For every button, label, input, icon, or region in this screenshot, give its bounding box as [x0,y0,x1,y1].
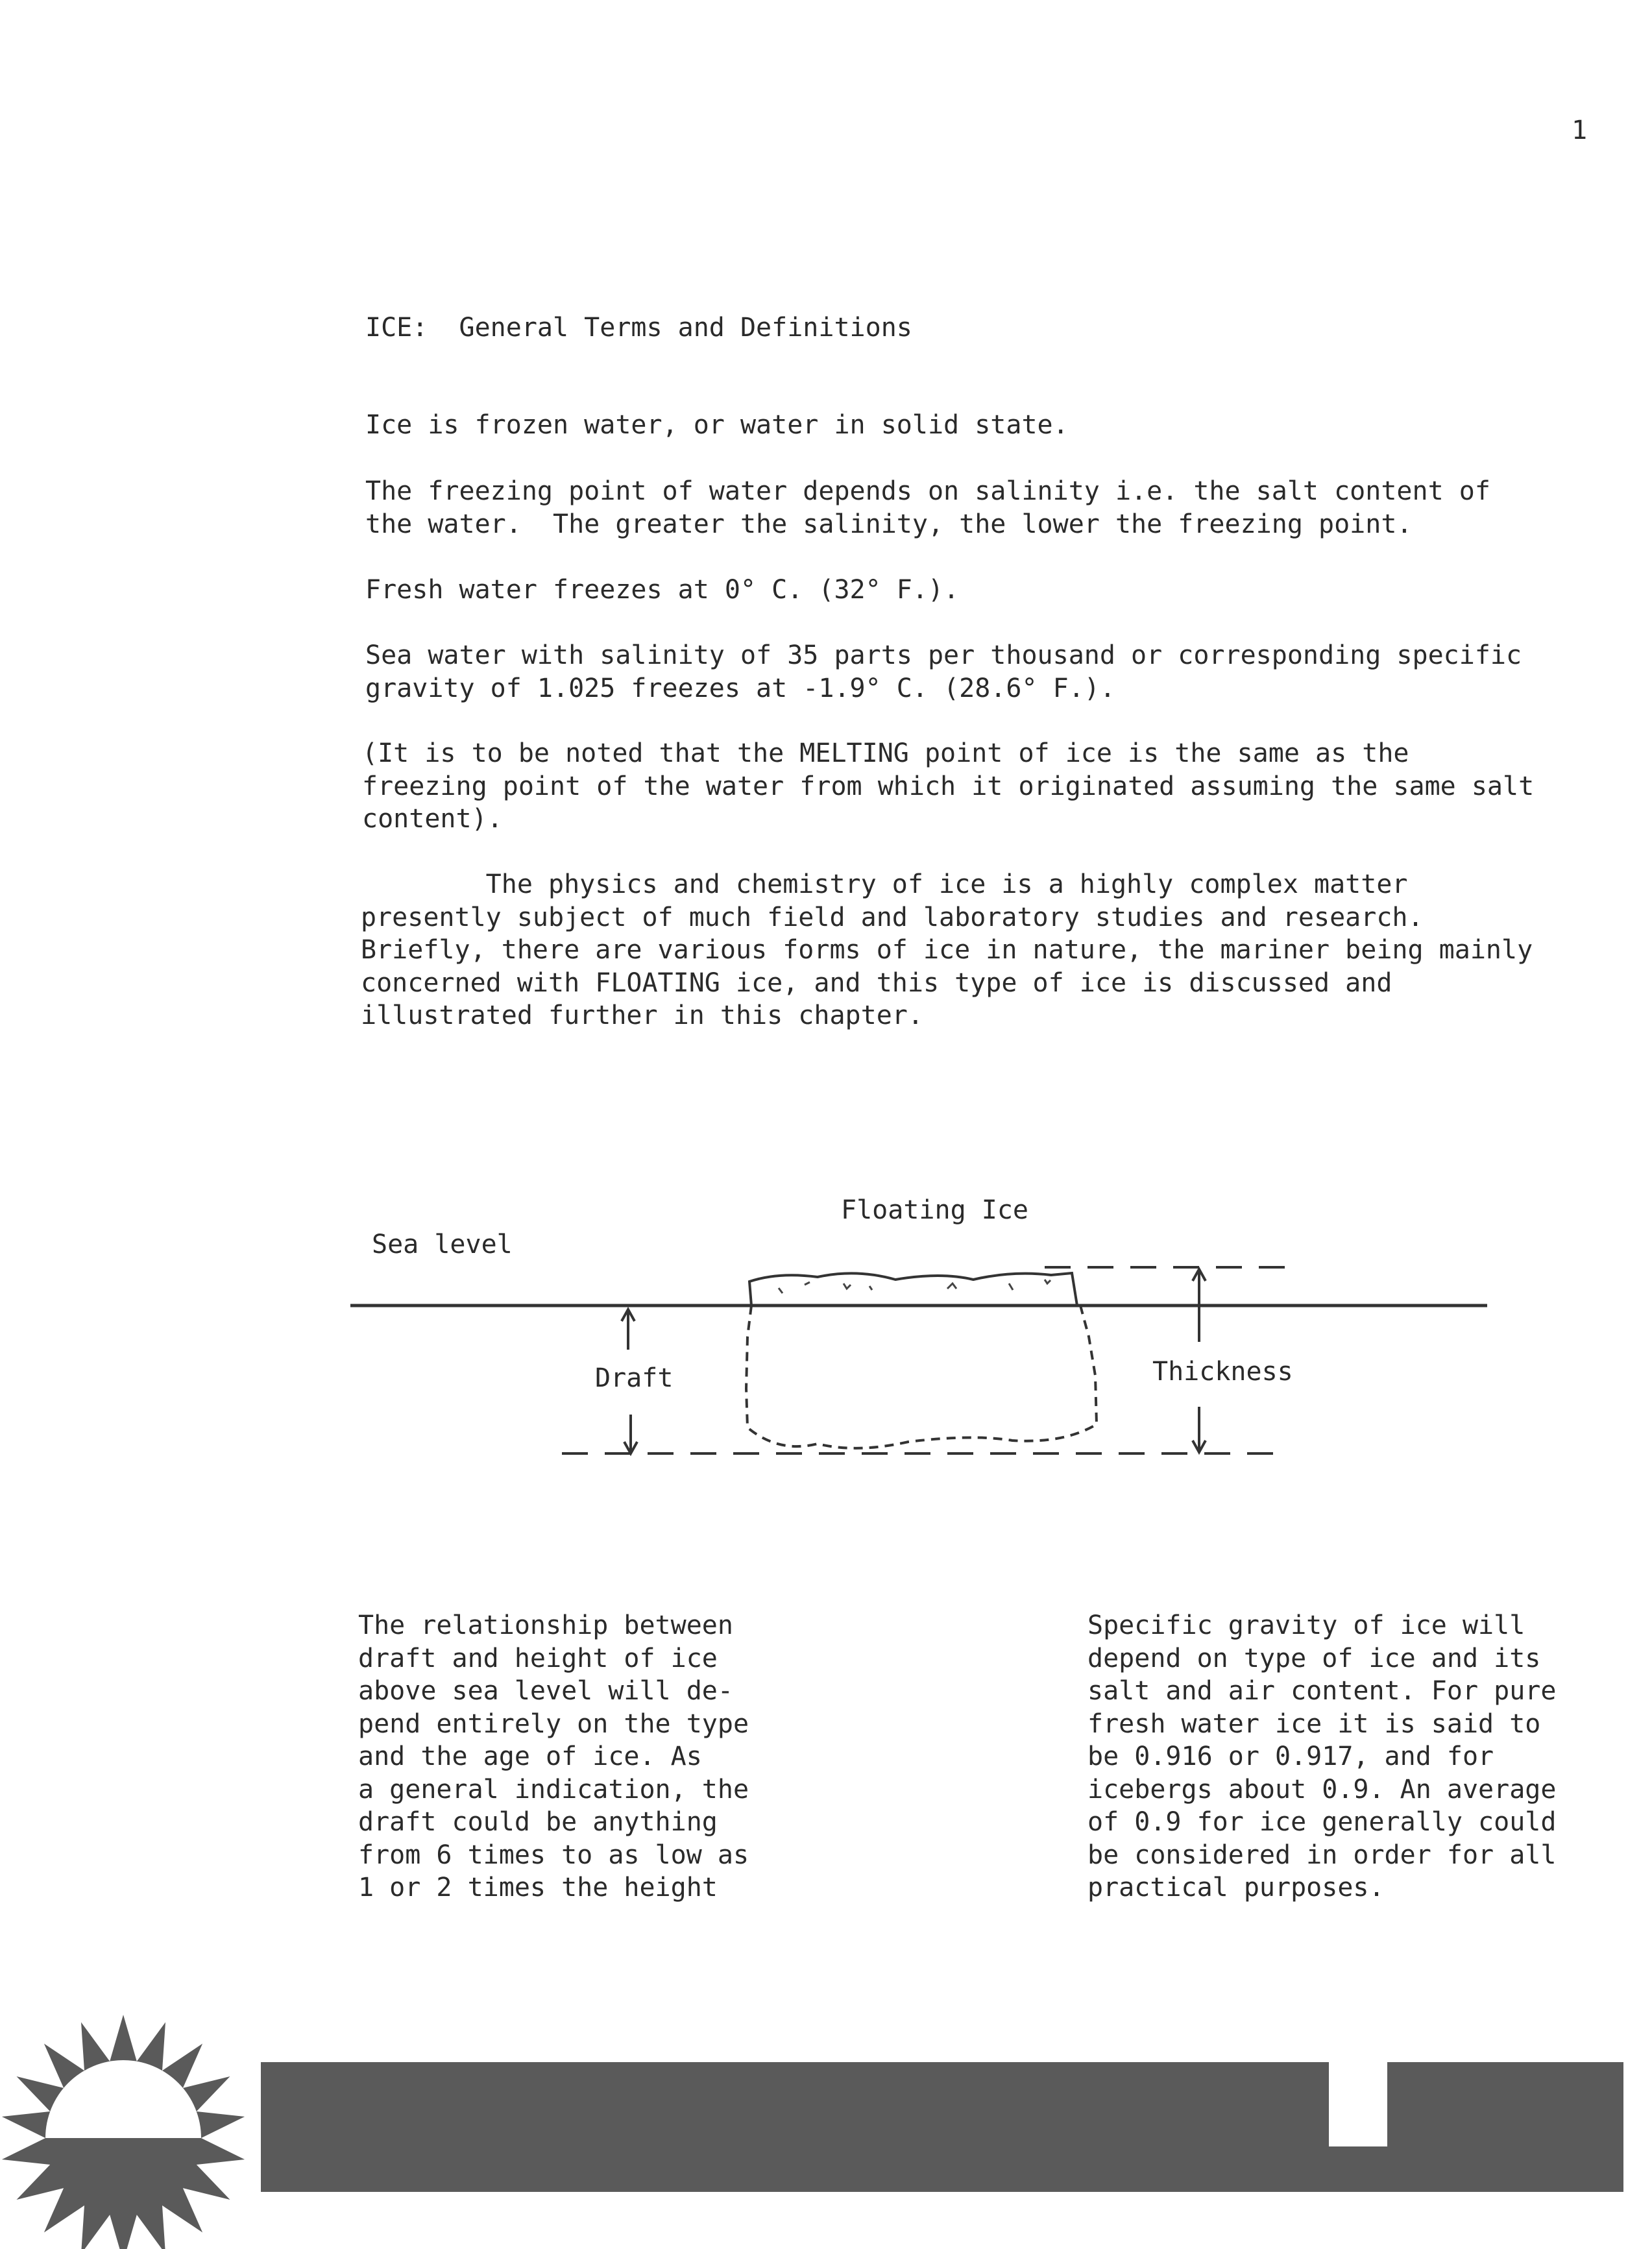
ice-block-top [749,1273,1077,1306]
paragraph-fresh-water: Fresh water freezes at 0° C. (32° F.). [365,575,960,605]
page-heading: ICE: General Terms and Definitions [365,313,912,343]
thickness-label: Thickness [1152,1357,1293,1387]
paragraph-physics: The physics and chemistry of ice is a highly complex matter presently subject of much field and laboratory studies and research. Briefly, there are various forms of ice in nature, the mariner being mainly concerned with FLOATING ice, and this type of ice is discussed and illustrated further in this chapter. [361,869,1533,1030]
paragraph-sea-water: Sea water with salinity of 35 parts per thousand or corresponding specific gravity of 1.025 freezes at -1.9° C. (28.6° F.). [365,640,1522,703]
paragraph-ice-definition: Ice is frozen water, or water in solid state. [365,410,1069,440]
footer-notch [1329,2062,1387,2146]
column-left-text: The relationship between draft and height of ice above sea level will de- pend entirely on the type and the age of ice. As a general indication, the draft could be anything from 6 times to as low as 1 or 2 times the height [358,1611,749,1903]
sea-level-label: Sea level [372,1230,513,1259]
footer-bar [261,2062,1623,2192]
figure-title: Floating Ice [841,1195,1028,1225]
page-number: 1 [1572,115,1588,145]
ice-texture-marks [779,1280,1051,1293]
draft-label: Draft [595,1363,674,1393]
paragraph-freezing-point: The freezing point of water depends on salinity i.e. the salt content of the water. The greater the salinity, the lower the freezing point. [365,476,1490,539]
paragraph-melting-note: (It is to be noted that the MELTING point of ice is the same as the freezing point of the water from which it originated assuming the same salt content). [362,738,1535,834]
ice-block-bottom [746,1306,1097,1448]
column-right-text: Specific gravity of ice will depend on type of ice and its salt and air content. For pure fresh water ice it is said to be 0.916 or 0.917, and for icebergs about 0.9. An average of 0.9 for ice generally could be considered in order for all practical purposes. [1087,1611,1557,1903]
sunburst-icon [0,2008,260,2249]
